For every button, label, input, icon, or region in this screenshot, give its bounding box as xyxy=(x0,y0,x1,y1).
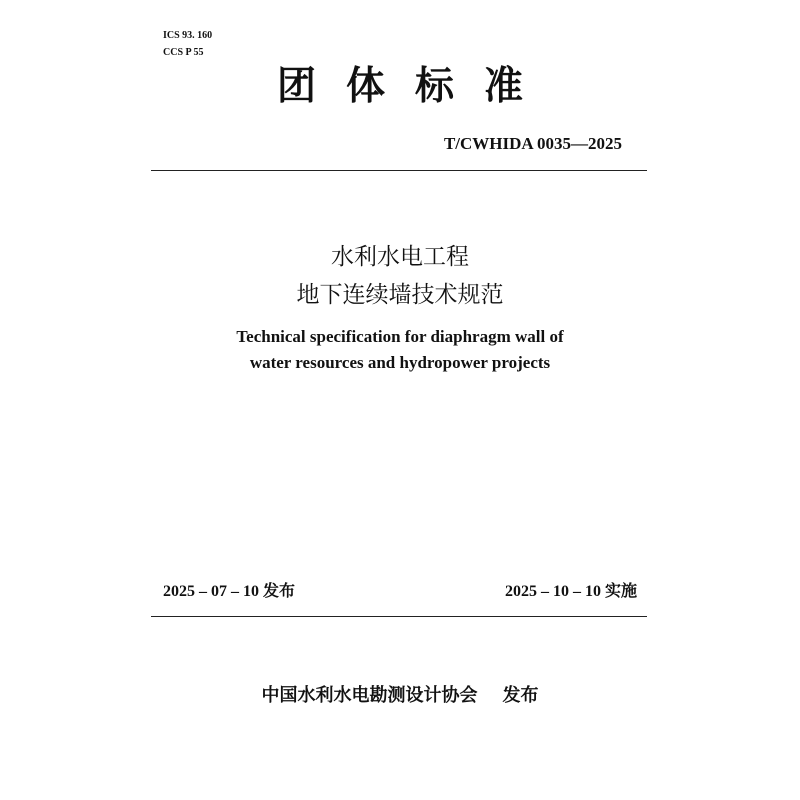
chinese-title-line-1: 水利水电工程 xyxy=(331,244,469,270)
top-divider xyxy=(151,170,647,171)
implementation-date: 2025 – 10 – 10 实施 xyxy=(504,583,637,600)
classification-codes xyxy=(163,27,212,61)
ics-code: ICS 93. 160 xyxy=(163,30,213,41)
english-title-line-2: water resources and hydropower projects xyxy=(249,353,551,372)
chinese-title-line-2: 地下连续墙技术规范 xyxy=(296,282,504,308)
issue-date: 2025 – 07 – 10 发布 xyxy=(163,583,296,600)
publisher: 中国水利水电勘测设计协会 发布 xyxy=(261,685,539,706)
standard-type-heading: 团体标准 xyxy=(276,64,553,109)
english-title-line-1: Technical specification for diaphragm wall of xyxy=(236,327,564,346)
ccs-code: CCS P 55 xyxy=(163,47,204,58)
bottom-divider xyxy=(151,616,647,617)
standard-number: T/CWHIDA 0035—2025 xyxy=(443,134,622,153)
